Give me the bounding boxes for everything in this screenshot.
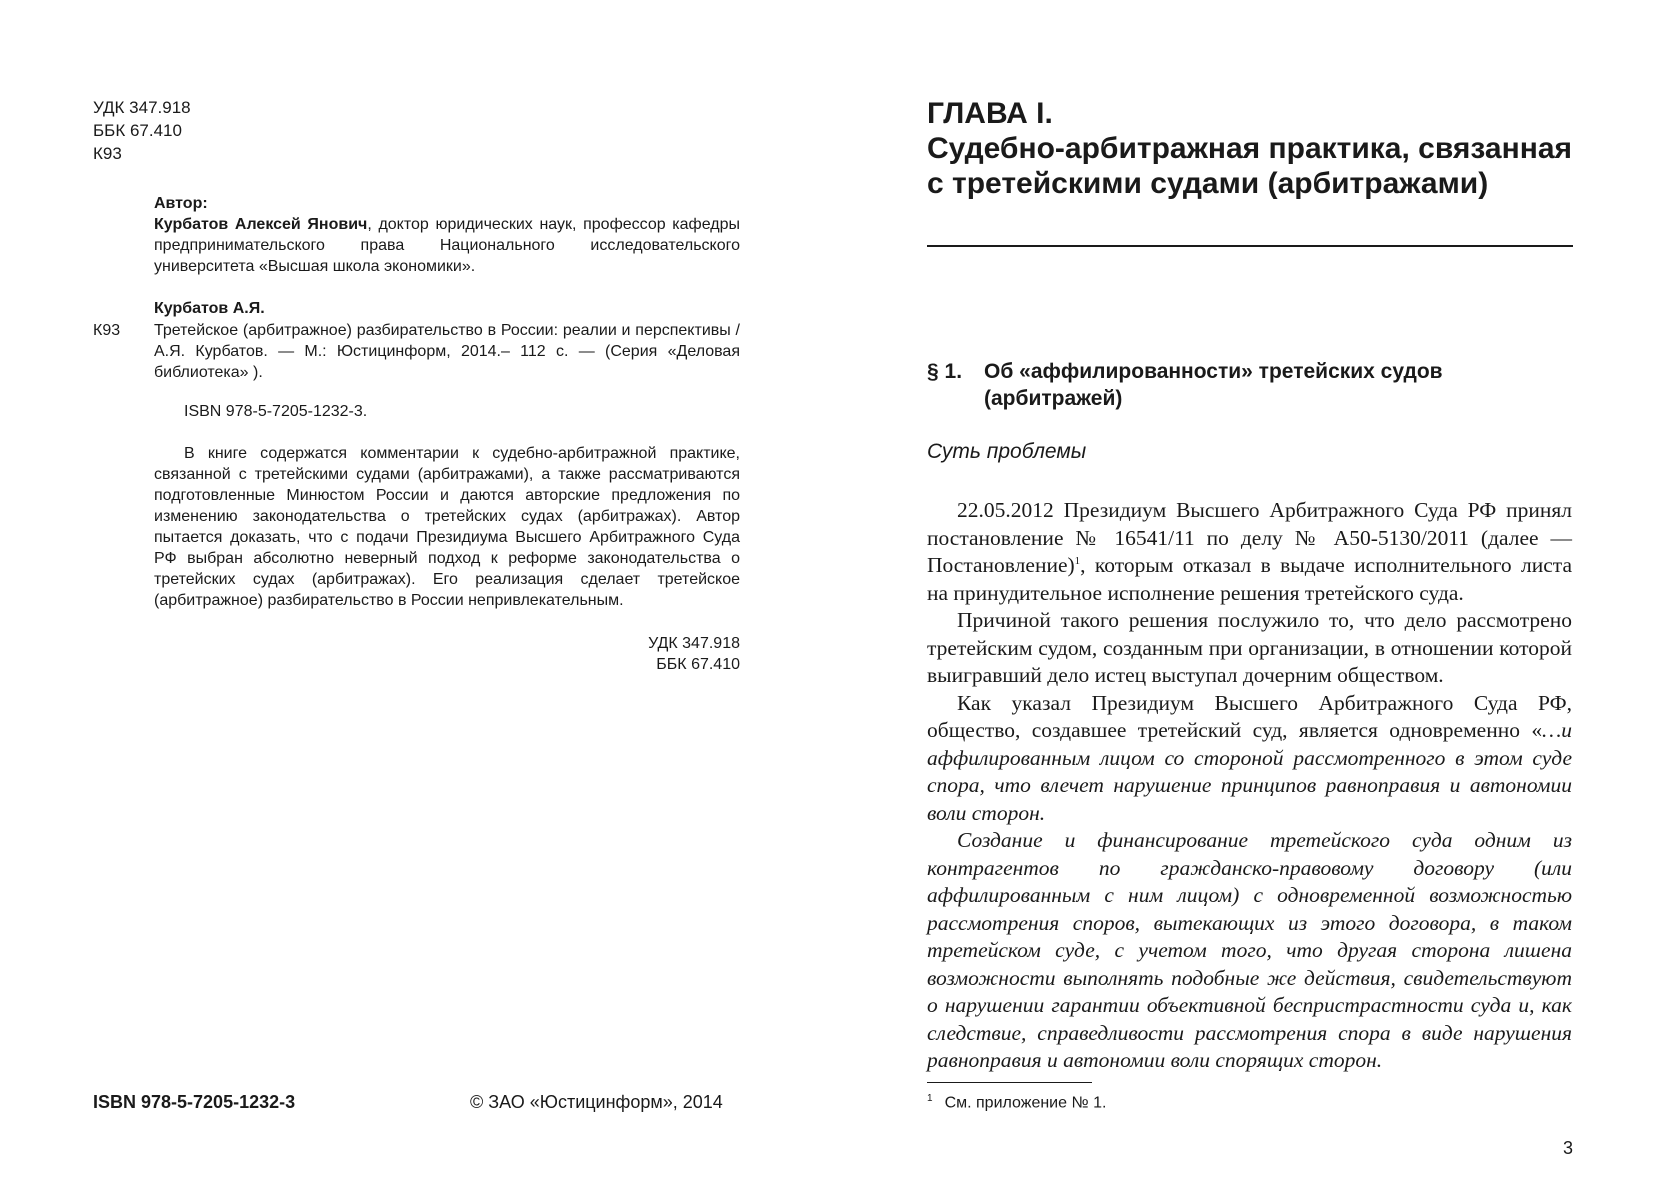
footnote-reference[interactable]: 1: [1074, 554, 1081, 567]
author-name: Курбатов Алексей Янович: [154, 216, 368, 233]
bbk-code-right: ББК 67.410: [656, 656, 740, 673]
biblio-heading: Курбатов А.Я.: [154, 300, 265, 317]
bbk-code: ББК 67.410: [93, 121, 182, 140]
biblio-code: К93: [93, 322, 121, 339]
right-page: [827, 0, 1654, 1199]
biblio-text: Третейское (арбитражное) разбирательство в России: реалии и перспективы / А.Я. Курбатов. — М.: Юстицинформ, 2014.– 112 с. — (Серия «Деловая библиотека» ).: [154, 322, 740, 381]
chapter-title: Судебно-арбитражная практика, связанная с третейскими судами (арбитражами): [927, 132, 1573, 200]
section-number: § 1.: [927, 360, 963, 383]
footnote-divider: [927, 1082, 1092, 1083]
author-mark: К93: [93, 144, 122, 163]
copyright: © ЗАО «Юстицинформ», 2014: [470, 1092, 723, 1112]
page-number: 3: [1562, 1138, 1573, 1158]
chapter-divider: [927, 245, 1573, 247]
author-block: [154, 193, 740, 277]
section-title: Об «аффилированности» третейских судов (арбитражей): [984, 360, 1443, 410]
paragraph: 22.05.2012 Президиум Высшего Арбитражного Суда РФ принял постановление № 16541/11 по делу № А50-5130/2011 (далее — Постановление)$^1$, которым отказал в выдаче исполнительного листа на принудительное исполнение решения третейского суда.: [927, 498, 1572, 605]
author-credentials: , доктор юридических наук, профессор кафедры предпринимательского права Национального исследовательского университета «Высшая школа экономики».: [154, 216, 740, 275]
paragraph-quote: Создание и финансирование третейского суда одним из контрагентов по гражданско-правовому договору (или аффилированным с ним лицом) с одновременной возможностью рассмотрения споров, вытекающих из этого договора, в таком третейском суде, с учетом того, что другая сторона лишена возможности выполнять подобные же действия, свидетельствуют о нарушении гарантии объективной беспристрастности суда и, как следствие, справедливости рассмотрения спора в виде нарушения равноправия и автономии воли спорящих сторон.: [927, 828, 1572, 1072]
footnote-marker: 1: [927, 1093, 933, 1104]
author-label: Автор:: [154, 195, 208, 212]
isbn-bottom: ISBN 978-5-7205-1232-3: [93, 1092, 296, 1112]
footnote: [927, 1093, 1106, 1112]
udk-code-right: УДК 347.918: [648, 635, 740, 652]
isbn-line: ISBN 978-5-7205-1232-3.: [184, 403, 368, 420]
chapter-label: ГЛАВА I.: [927, 97, 1053, 130]
paragraph: Как указал Президиум Высшего Арбитражного Суда РФ, общество, создавшее третейский суд, является одновременно «…и аффилированным лицом со стороной рассмотренного в этом суде спора, что влечет нарушение принципов равноправия и автономии воли сторон.: [927, 690, 1572, 825]
udk-code: УДК 347.918: [93, 98, 191, 117]
footnote-text: См. приложение № 1.: [944, 1094, 1107, 1112]
chapter-heading: [927, 96, 1577, 201]
body-text: [927, 497, 1572, 1075]
classification-codes: [93, 96, 191, 165]
subsection-title: Суть проблемы: [927, 440, 1087, 463]
paragraph: Причиной такого решения послужило то, что дело рассмотрено третейским судом, созданным при организации, в отношении которой выигравший дело истец выступал дочерним обществом.: [927, 608, 1572, 687]
author-description: [154, 214, 740, 277]
annotation: В книге содержатся комментарии к судебно-арбитражной практике, связанной с третейскими судами (арбитражами), а также рассматриваются подготовленные Минюстом России и даются авторские предложения по изменению законодательства о третейских судах (арбитражах). Автор пытается доказать, что с подачи Президиума Высшего Арбитражного Суда РФ выбран абсолютно неверный подход к реформе законодательства о третейских судах (арбитражах). Его реализация сделает третейское (арбитражное) разбирательство в России непривлекательным.: [154, 445, 740, 609]
classification-codes-right: [540, 633, 740, 675]
